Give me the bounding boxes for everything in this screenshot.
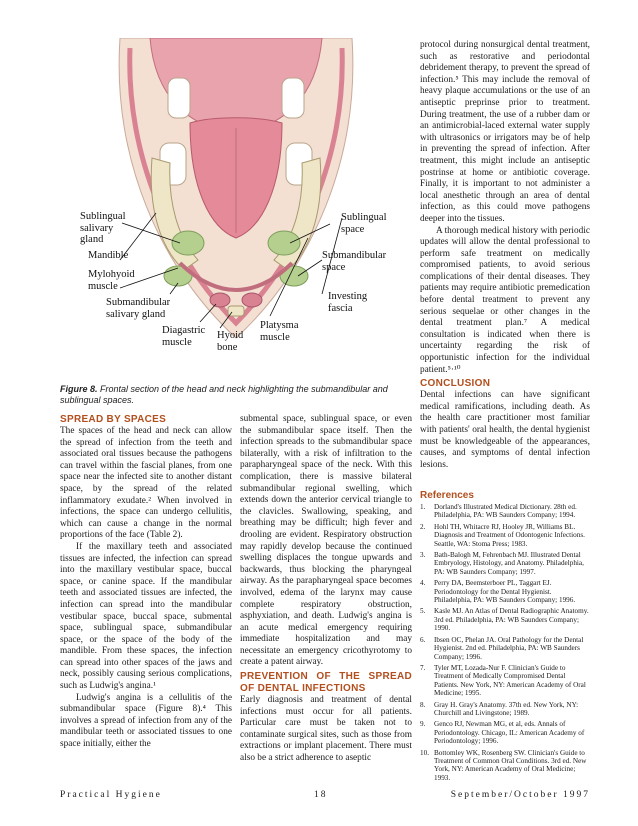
right-column — [420, 40, 590, 471]
reference-item — [420, 664, 590, 698]
paragraph: If the maxillary teeth and associated tissues are infected, the infection can spread into the maxillary vestibular space, buccal space, or canine space. If the mandibular teeth and associated tissues are infected, the infection can spread into the mandibular vestibular space, buccal space, submental space, sublingual space, submandibular space, or the space of the body of the mandible. From these spaces, the infection can spread into other spaces of the jaws and neck, possibly causing serious complications, such as Ludwig's angina.¹ — [60, 541, 232, 692]
section-heading-spread: SPREAD BY SPACES — [60, 414, 167, 425]
reference-text: Bottomley WK, Rosenberg SW. Clinician's Guide to Treatment of Common Oral Conditions. 3rd ed. New York, NY: American Academy of Oral Medicine; 1993. — [434, 748, 587, 782]
label-digastric-muscle: Diagastric muscle — [162, 325, 206, 348]
reference-text: Bath-Balogh M, Fehrenbach MJ. Illustrated Dental Embryology, Histology, and Anatomy. Philadelphia, PA: WB Saunders Company; 1997. — [434, 551, 584, 576]
paragraph: protocol during nonsurgical dental treatment, such as restorative and periodontal debridement therapy, to prevent the spread of infection.⁵ This may include the removal of heavy plaque accumulations or the use of an antiseptic preprinse prior to treatment. During treatment, the use of a rubber dam or an antimicrobial-laced external water supply with ultrasonics or irrigators may be of help in preventing the spread of infection. After treatment, this might include an antiseptic postrinse at home or antibiotic coverage. Finally, it is important to not administer a local anesthetic through an area of dental infection, as this could move pathogens deeper into the tissues. — [420, 40, 590, 224]
page-number: 18 — [314, 790, 328, 800]
figure-number: Figure 8. — [60, 384, 98, 394]
reference-text: Gray H. Gray's Anatomy. 37th ed. New York, NY: Churchill and Livingstone; 1989. — [434, 700, 579, 717]
reference-item — [420, 701, 590, 718]
reference-number: 2. — [420, 522, 426, 531]
label-submandibular-space: Submandibular space — [322, 250, 387, 273]
reference-number: 10. — [420, 748, 429, 757]
paragraph: A thorough medical history with periodic updates will allow the dental professional to perform safe treatment on medically compromised patients, to avoid serious complications of their dental diseases. They patients may require antibiotic premedication before dental treatment to prevent any serious sequelae or other changes in the dental treatment plan.⁷ A medical consultation is indicated when there is uncertainty regarding the risk of opportunistic infection for the individual patient.⁵·¹⁰ — [420, 225, 590, 375]
label-sublingual-space: Sublingual space — [341, 212, 387, 235]
reference-item — [420, 523, 590, 548]
reference-item — [420, 579, 590, 604]
reference-item — [420, 749, 590, 783]
reference-number: 3. — [420, 551, 426, 560]
reference-item — [420, 503, 590, 520]
reference-item — [420, 551, 590, 576]
references-heading: References — [420, 490, 474, 501]
left-column — [60, 414, 232, 751]
footer-issue-date: September/October 1997 — [450, 790, 590, 800]
reference-number: 4. — [420, 579, 426, 588]
label-platysma-muscle: Platysma muscle — [260, 320, 299, 343]
reference-text: Dorland's Illustrated Medical Dictionary. 28th ed. Philadelphia, PA: WB Saunders Company; 1994. — [434, 503, 577, 520]
reference-text: Hohl TH, Whitacre RJ, Hooley JR, Williams BL. Diagnosis and Treatment of Odontogenic Infections. Seattle, WA: Stoma Press; 1983. — [434, 522, 585, 548]
paragraph: submental space, sublingual space, or even the submandibular space itself. Then the infection spreads to the submandibular space bilaterally, with a risk of infiltration to the parapharyngeal space of the neck. With this complication, there is massive bilateral submandibular regional swelling, which extends down the anterior cervical triangle to the clavicles. Swallowing, speaking, and breathing may be difficult; high fever and drooling are evident. Respiratory obstruction may rapidly develop because the continued swelling displaces the tongue upwards and backwards, thus blocking the pharyngeal airway. As the parapharyngeal space becomes involved, edema of the larynx may cause complete respiratory obstruction, asphyxiation, and death. Ludwig's angina is an acute medical emergency requiring immediate hospitalization and may necessitate an emergency cricothyrotomy to create a patent airway. — [240, 414, 412, 668]
page-footer — [60, 790, 590, 804]
reference-number: 5. — [420, 607, 426, 616]
middle-column — [240, 414, 412, 765]
reference-text: Perry DA, Beemsterboer PL, Taggart EJ. Periodontology for the Dental Hygienist. Philadelphia, PA: WB Saunders Company; 1996. — [434, 579, 576, 605]
references-section — [420, 490, 590, 785]
label-mylohyoid-muscle: Mylohyoid muscle — [88, 269, 135, 292]
reference-number: 9. — [420, 720, 426, 729]
label-investing-fascia: Investing fascia — [328, 291, 368, 314]
reference-item — [420, 636, 590, 661]
paragraph: The spaces of the head and neck can allow the spread of infection from the teeth and associated oral tissues because the pathogens can travel within the fascial planes, from one space near the infected site to another distant space, by the spread of the related inflammatory exudate.² When involved in infections, the space can undergo cellulitis, which can cause a change in the normal proportions of the face (Table 2). — [60, 426, 232, 541]
figure-caption-text: Frontal section of the head and neck highlighting the submandibular and sublingual spaces. — [60, 384, 388, 405]
label-sublingual-salivary-gland: Sublingual salivary gland — [80, 211, 126, 245]
reference-text: Kasle MJ. An Atlas of Dental Radiographic Anatomy. 3rd ed. Philadelphia, PA: WB Saunders Company; 1990. — [434, 607, 589, 633]
reference-item — [420, 720, 590, 745]
section-heading-prevention: PREVENTION OF THE SPREAD OF DENTAL INFECTIONS — [240, 671, 412, 695]
label-submandibular-salivary-gland: Submandibular salivary gland — [106, 297, 171, 320]
paragraph: Ludwig's angina is a cellulitis of the submandibular space (Figure 8).⁴ This involves a spread of infection from any of the mandibular teeth or associated tissues to one space initially, either the — [60, 692, 232, 750]
reference-item — [420, 607, 590, 632]
reference-text: Ibsen OC, Phelan JA. Oral Pathology for the Dental Hygienist. 2nd ed. Philadelphia, PA: WB Saunders Company; 1996. — [434, 635, 584, 661]
figure-caption — [60, 384, 416, 406]
reference-number: 6. — [420, 635, 426, 644]
footer-publication: Practical Hygiene — [60, 790, 162, 800]
frontal-section-illustration — [60, 38, 412, 378]
label-mandible: Mandible — [88, 250, 129, 261]
reference-text: Tyler MT, Lozada-Nur F. Clinician's Guide to Treatment of Medically Compromised Dental Patients. New York, NY: American Academy of Oral Medicine; 1995. — [434, 663, 586, 698]
anatomy-figure — [60, 38, 412, 378]
reference-number: 7. — [420, 663, 426, 672]
reference-number: 8. — [420, 700, 426, 709]
reference-text: Genco RJ, Newman MG, et al, eds. Annals of Periodontology. Chicago, IL: American Academy of Periodontology; 1996. — [434, 720, 585, 746]
paragraph: Early diagnosis and treatment of dental infections must occur for all patients. Particular care must be taken not to contaminate surgical sites, such as those from extractions or implant placement. There must also be a strict adherence to aseptic — [240, 695, 412, 764]
reference-number: 1. — [420, 503, 426, 511]
label-hyoid-bone: Hyoid bone — [217, 330, 244, 353]
section-heading-conclusion: CONCLUSION — [420, 378, 491, 390]
paragraph: Dental infections can have significant medical ramifications, including death. As the health care practitioner most familiar with patients' oral health, the dental hygienist must be knowledgeable of the appearances, causes, and symptoms of dental infection lesions. — [420, 390, 590, 470]
references-list — [420, 503, 590, 782]
